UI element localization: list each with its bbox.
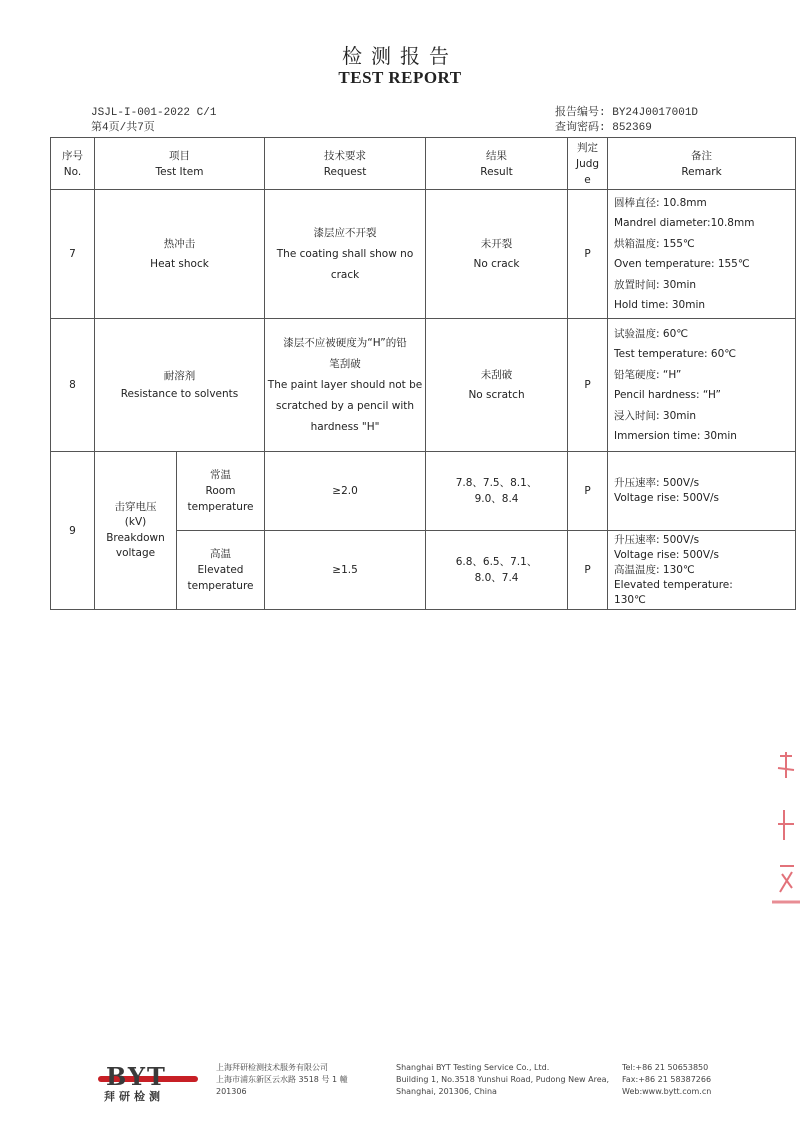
remark: 试验温度: 60℃ Test temperature: 60℃ 铅笔硬度: “H” Pencil hardness: “H” 浸入时间: 30min Immersion time: 30min bbox=[608, 319, 796, 452]
footer-address-en: Shanghai BYT Testing Service Co., Ltd. Building 1, No.3518 Yunshui Road, Pudong New Area, Shanghai, 201306, China bbox=[396, 1063, 610, 1096]
test-results-table bbox=[50, 137, 796, 610]
remark: 升压速率: 500V/s Voltage rise: 500V/s bbox=[608, 452, 796, 531]
sub-item-elevated: 高温 Elevated temperature bbox=[177, 531, 265, 610]
report-number: 报告编号: BY24J0017001D bbox=[555, 107, 699, 119]
table-header-row bbox=[51, 138, 796, 190]
request: ≥2.0 bbox=[265, 452, 426, 531]
judge: P bbox=[568, 531, 608, 610]
result: 6.8、6.5、7.1、 8.0、7.4 bbox=[426, 531, 568, 610]
header-result: 结果 Result bbox=[426, 138, 568, 190]
header-request: 技术要求 Request bbox=[265, 138, 426, 190]
company-logo bbox=[94, 1062, 204, 1102]
logo-cn-text: 拜研检测 bbox=[104, 1090, 164, 1103]
request: ≥1.5 bbox=[265, 531, 426, 610]
test-item: 热冲击 Heat shock bbox=[95, 190, 265, 319]
result: 未开裂 No crack bbox=[426, 190, 568, 319]
judge: P bbox=[568, 452, 608, 531]
request: 漆层应不开裂 The coating shall show no crack bbox=[265, 190, 426, 319]
logo-text: BYT bbox=[106, 1062, 167, 1091]
footer-fax: Fax:+86 21 58387266 bbox=[622, 1075, 712, 1084]
doc-meta-right bbox=[555, 106, 698, 136]
page-info: 第4页/共7页 bbox=[91, 122, 155, 134]
seal-stamp-icon bbox=[770, 748, 800, 908]
row-number: 8 bbox=[51, 319, 95, 452]
doc-code: JSJL-I-001-2022 C/1 bbox=[91, 107, 217, 119]
header-test-item: 项目 Test Item bbox=[95, 138, 265, 190]
row-number: 9 bbox=[51, 452, 95, 610]
query-code: 查询密码: 852369 bbox=[555, 122, 652, 134]
page-footer bbox=[0, 1058, 800, 1108]
result: 7.8、7.5、8.1、 9.0、8.4 bbox=[426, 452, 568, 531]
remark: 升压速率: 500V/s Voltage rise: 500V/s 高温温度: 130℃ Elevated temperature: 130℃ bbox=[608, 531, 796, 610]
request: 漆层不应被硬度为“H”的铅 笔刮破 The paint layer should not be scratched by a pencil with hardness "H" bbox=[265, 319, 426, 452]
sub-item-room: 常温 Room temperature bbox=[177, 452, 265, 531]
footer-web[interactable]: Web:www.bytt.com.cn bbox=[622, 1087, 712, 1096]
doc-meta-left bbox=[91, 106, 216, 136]
table-row bbox=[51, 452, 796, 531]
table-row bbox=[51, 319, 796, 452]
judge: P bbox=[568, 319, 608, 452]
header-judge: 判定 Judg e bbox=[568, 138, 608, 190]
header-remark: 备注 Remark bbox=[608, 138, 796, 190]
row-number: 7 bbox=[51, 190, 95, 319]
test-item: 耐溶剂 Resistance to solvents bbox=[95, 319, 265, 452]
table-row bbox=[51, 190, 796, 319]
footer-contact bbox=[622, 1062, 711, 1098]
remark: 圆棒直径: 10.8mm Mandrel diameter:10.8mm 烘箱温度: 155℃ Oven temperature: 155℃ 放置时间: 30min Hold time: 30min bbox=[608, 190, 796, 319]
test-item: 击穿电压 (kV) Breakdown voltage bbox=[95, 452, 177, 610]
result: 未刮破 No scratch bbox=[426, 319, 568, 452]
report-title-en: TEST REPORT bbox=[338, 68, 462, 87]
footer-address-cn: 上海拜研检测技术服务有限公司 上海市浦东新区云水路 3518 号 1 幢 201306 bbox=[216, 1063, 348, 1096]
header-no: 序号 No. bbox=[51, 138, 95, 190]
judge: P bbox=[568, 190, 608, 319]
footer-tel: Tel:+86 21 50653850 bbox=[622, 1063, 709, 1072]
report-title-cn: 检测报告 bbox=[342, 44, 458, 68]
